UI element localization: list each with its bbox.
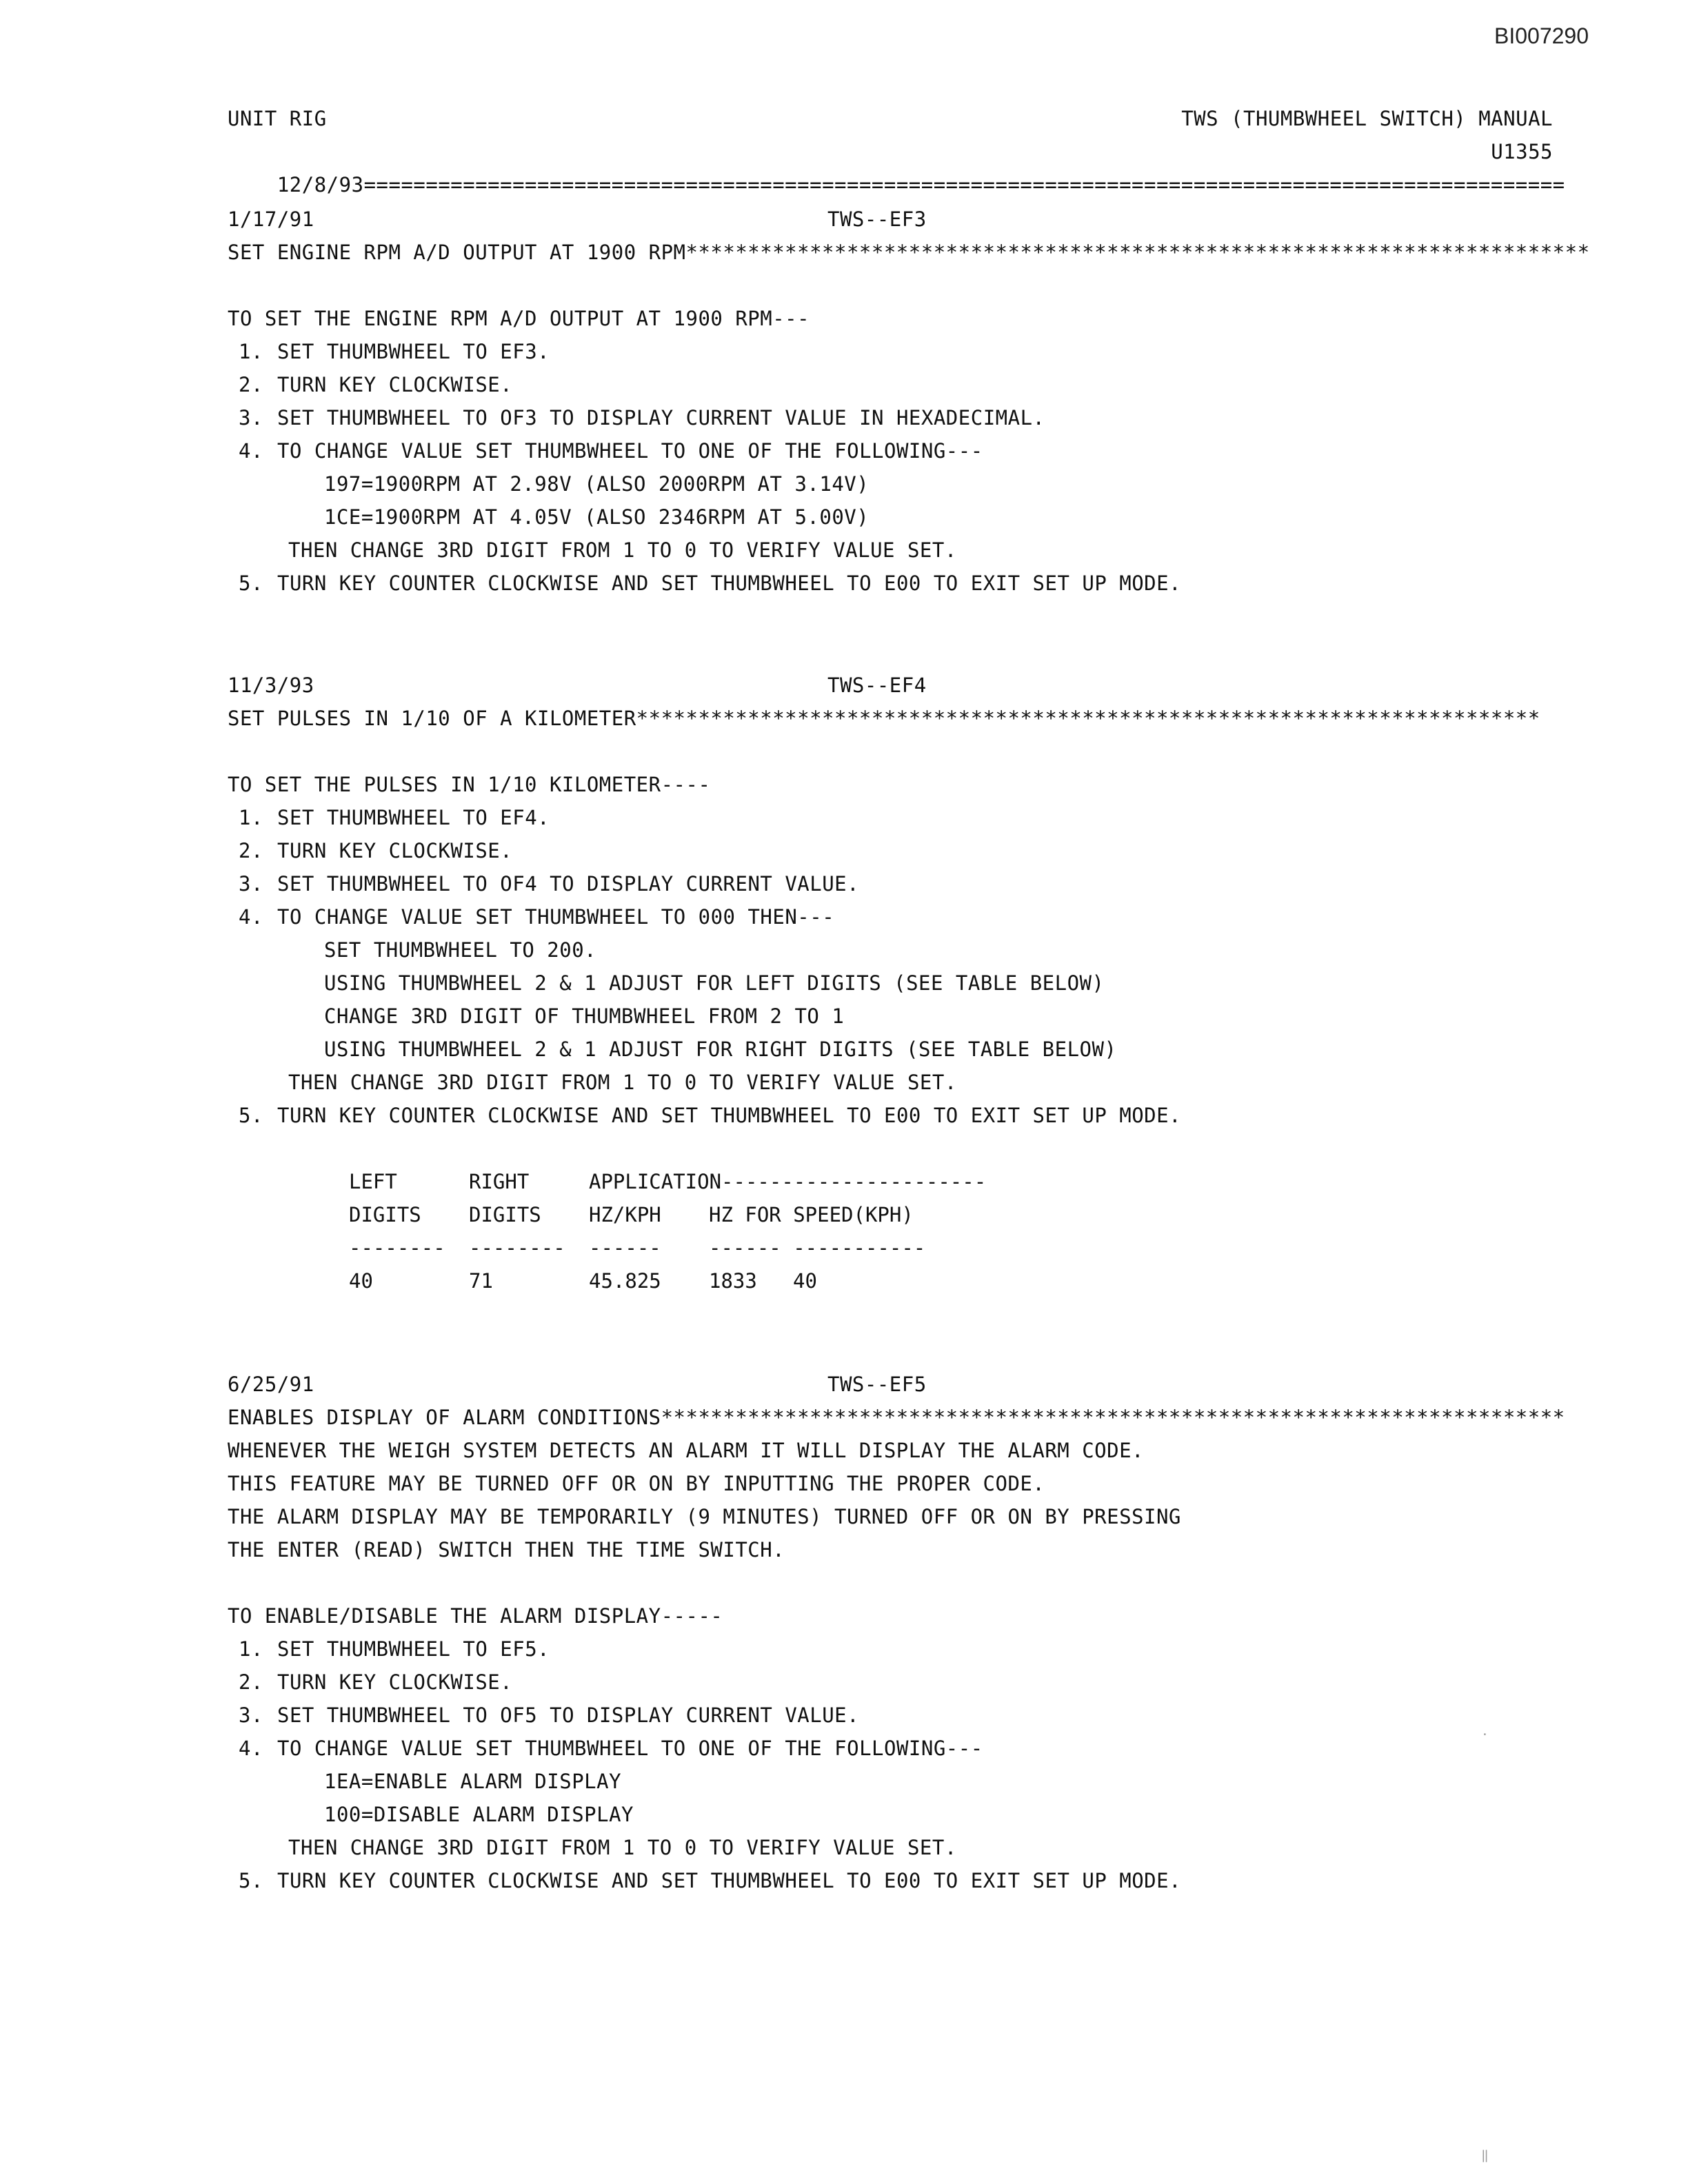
step-text: TURN KEY CLOCKWISE. [277, 373, 513, 396]
step-number: 2. [239, 1670, 263, 1694]
section-title: SET PULSES IN 1/10 OF A KILOMETER************************************************************************* [228, 707, 1540, 730]
section-date: 1/17/91 [228, 208, 314, 231]
section-code: TWS--EF5 [827, 1373, 927, 1396]
then-line: THEN CHANGE 3RD DIGIT FROM 1 TO 0 TO VERIFY VALUE SET. [288, 1836, 957, 1859]
step-item [228, 900, 834, 933]
step-text: SET THUMBWHEEL TO EF3. [277, 340, 550, 363]
table-cell: 40 [349, 1269, 373, 1293]
section-title: SET ENGINE RPM A/D OUTPUT AT 1900 RPM************************************************************************* [228, 241, 1590, 264]
step-number: 4. [239, 439, 263, 463]
header-rule: ================================================================================================= [363, 173, 1565, 196]
step-item [228, 567, 1181, 600]
then-line: THEN CHANGE 3RD DIGIT FROM 1 TO 0 TO VERIFY VALUE SET. [288, 538, 957, 562]
scan-mark: ‖ [1481, 2148, 1489, 2163]
description-line: THE ENTER (READ) SWITCH THEN THE TIME SWITCH. [228, 1538, 785, 1561]
table-cell: 40 [793, 1269, 817, 1293]
table-divider: -------- [469, 1236, 565, 1260]
sub-item: 1EA=ENABLE ALARM DISPLAY [324, 1770, 622, 1793]
step-number: 1. [239, 1637, 263, 1661]
step-item [228, 434, 983, 467]
step-text: TURN KEY COUNTER CLOCKWISE AND SET THUMBWHEEL TO E00 TO EXIT SET UP MODE. [277, 1104, 1182, 1127]
table-header: DIGITS [469, 1203, 541, 1226]
table-cell: 45.825 [589, 1269, 661, 1293]
table-divider: ------ ----------- [709, 1236, 926, 1260]
then-line: THEN CHANGE 3RD DIGIT FROM 1 TO 0 TO VERIFY VALUE SET. [288, 1071, 957, 1094]
sub-item: SET THUMBWHEEL TO 200. [324, 938, 597, 962]
step-text: SET THUMBWHEEL TO EF4. [277, 806, 550, 829]
section-date: 11/3/93 [228, 674, 314, 697]
header-right: TWS (THUMBWHEEL SWITCH) MANUAL [1181, 107, 1553, 130]
step-text: SET THUMBWHEEL TO OF5 TO DISPLAY CURRENT VALUE. [277, 1703, 860, 1727]
table-divider: -------- [349, 1236, 445, 1260]
step-text: TO CHANGE VALUE SET THUMBWHEEL TO 000 THEN--- [277, 905, 835, 929]
step-item [228, 1666, 512, 1699]
table-header: HZ FOR SPEED(KPH) [709, 1203, 914, 1226]
scan-mark: · [1481, 1728, 1489, 1742]
step-text: TO CHANGE VALUE SET THUMBWHEEL TO ONE OF THE FOLLOWING--- [277, 439, 983, 463]
step-text: SET THUMBWHEEL TO OF3 TO DISPLAY CURRENT VALUE IN HEXADECIMAL. [277, 406, 1045, 429]
step-number: 4. [239, 1737, 263, 1760]
sub-item: USING THUMBWHEEL 2 & 1 ADJUST FOR LEFT DIGITS (SEE TABLE BELOW) [324, 971, 1105, 995]
table-divider: ------ [589, 1236, 661, 1260]
table-header: DIGITS [349, 1203, 421, 1226]
section-date: 6/25/91 [228, 1373, 314, 1396]
step-number: 1. [239, 806, 263, 829]
step-number: 2. [239, 839, 263, 862]
step-number: 1. [239, 340, 263, 363]
step-number: 5. [239, 1869, 263, 1892]
step-number: 2. [239, 373, 263, 396]
table-header: HZ/KPH [589, 1203, 661, 1226]
step-item [228, 401, 1045, 434]
sub-item: 197=1900RPM AT 2.98V (ALSO 2000RPM AT 3.14V) [324, 472, 870, 496]
section-intro: TO SET THE PULSES IN 1/10 KILOMETER---- [228, 773, 711, 796]
table-header: APPLICATION---------------------- [589, 1170, 987, 1193]
table-header: LEFT [349, 1170, 397, 1193]
sub-item: USING THUMBWHEEL 2 & 1 ADJUST FOR RIGHT DIGITS (SEE TABLE BELOW) [324, 1038, 1117, 1061]
step-item [228, 335, 550, 368]
description-line: THIS FEATURE MAY BE TURNED OFF OR ON BY INPUTTING THE PROPER CODE. [228, 1472, 1045, 1495]
step-text: TURN KEY CLOCKWISE. [277, 1670, 513, 1694]
step-number: 5. [239, 1104, 263, 1127]
step-text: TURN KEY COUNTER CLOCKWISE AND SET THUMBWHEEL TO E00 TO EXIT SET UP MODE. [277, 572, 1182, 595]
header-date: 12/8/93 [277, 173, 364, 196]
sub-item: 100=DISABLE ALARM DISPLAY [324, 1803, 634, 1826]
header-rule-line [228, 135, 1565, 196]
table-cell: 1833 [709, 1269, 757, 1293]
step-item [228, 368, 512, 401]
step-item [228, 1864, 1181, 1897]
table-header: RIGHT [469, 1170, 530, 1193]
table-cell: 71 [469, 1269, 493, 1293]
step-number: 3. [239, 406, 263, 429]
description-line: THE ALARM DISPLAY MAY BE TEMPORARILY (9 MINUTES) TURNED OFF OR ON BY PRESSING [228, 1505, 1181, 1528]
step-item [228, 834, 512, 867]
step-text: TURN KEY CLOCKWISE. [277, 839, 513, 862]
step-text: TURN KEY COUNTER CLOCKWISE AND SET THUMBWHEEL TO E00 TO EXIT SET UP MODE. [277, 1869, 1182, 1892]
section-title: ENABLES DISPLAY OF ALARM CONDITIONS************************************************************************* [228, 1406, 1565, 1429]
section-intro: TO SET THE ENGINE RPM A/D OUTPUT AT 1900 RPM--- [228, 307, 810, 330]
section-code: TWS--EF3 [827, 208, 927, 231]
step-item [228, 801, 550, 834]
step-number: 3. [239, 1703, 263, 1727]
section-code: TWS--EF4 [827, 674, 927, 697]
step-item [228, 1732, 983, 1765]
step-text: SET THUMBWHEEL TO OF4 TO DISPLAY CURRENT VALUE. [277, 872, 860, 896]
step-text: TO CHANGE VALUE SET THUMBWHEEL TO ONE OF THE FOLLOWING--- [277, 1737, 983, 1760]
step-number: 5. [239, 572, 263, 595]
step-number: 4. [239, 905, 263, 929]
section-intro: TO ENABLE/DISABLE THE ALARM DISPLAY----- [228, 1604, 723, 1628]
step-text: SET THUMBWHEEL TO EF5. [277, 1637, 550, 1661]
step-item [228, 1699, 859, 1732]
header-left: UNIT RIG [228, 107, 327, 130]
step-number: 3. [239, 872, 263, 896]
sub-item: CHANGE 3RD DIGIT OF THUMBWHEEL FROM 2 TO 1 [324, 1004, 845, 1028]
step-item [228, 1632, 550, 1666]
step-item [228, 1099, 1181, 1132]
sub-item: 1CE=1900RPM AT 4.05V (ALSO 2346RPM AT 5.00V) [324, 505, 870, 529]
header-code: U1355 [1491, 135, 1553, 168]
description-line: WHENEVER THE WEIGH SYSTEM DETECTS AN ALARM IT WILL DISPLAY THE ALARM CODE. [228, 1439, 1145, 1462]
document-id: BI007290 [1494, 23, 1589, 48]
step-item [228, 867, 859, 900]
